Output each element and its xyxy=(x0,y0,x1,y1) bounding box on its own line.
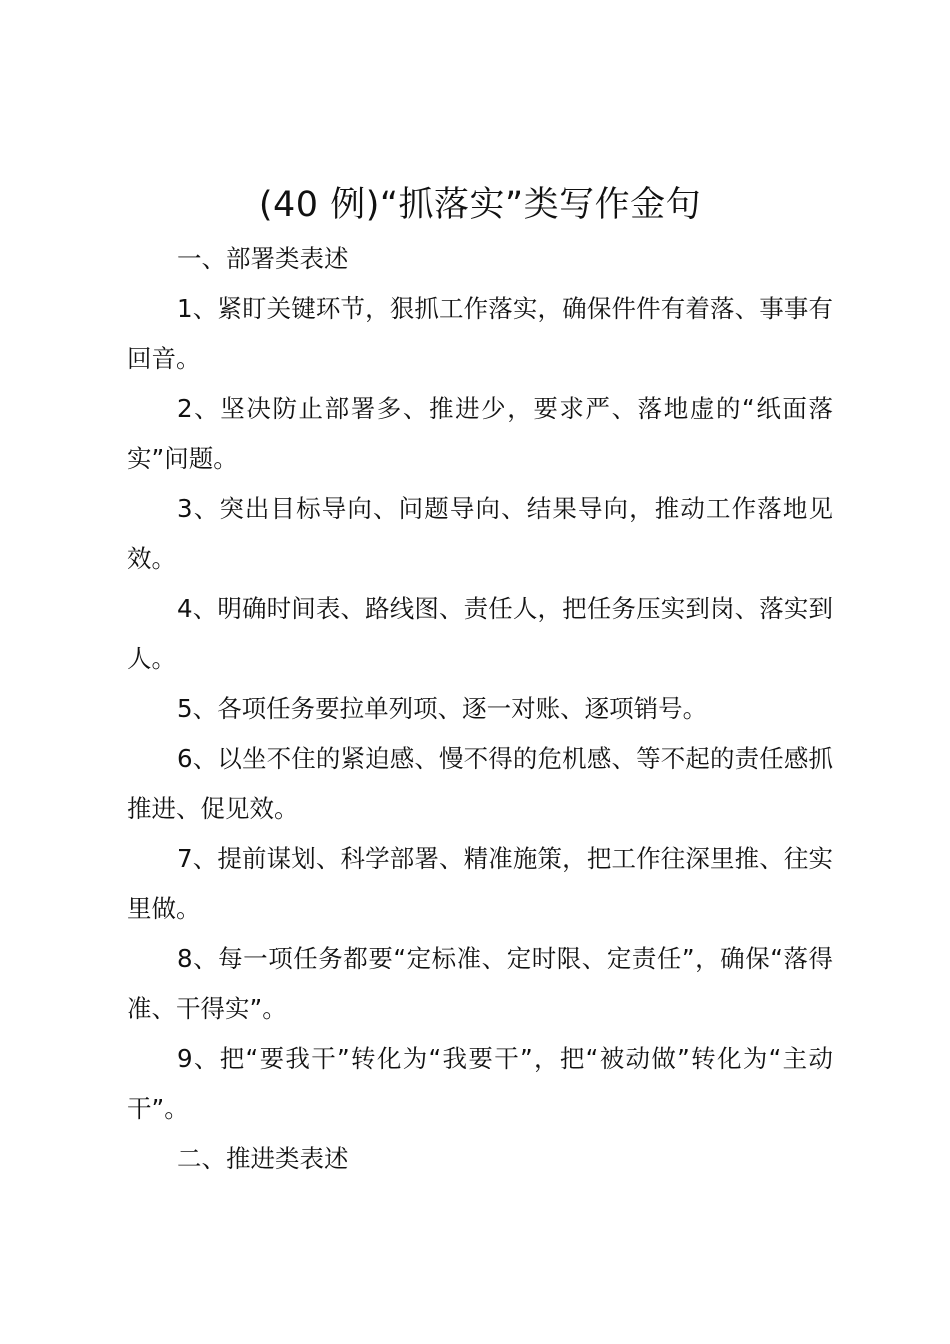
section-heading-advancement: 二、推进类表述 xyxy=(177,1144,349,1173)
document-title: (40 例)“抓落实”类写作金句 xyxy=(258,185,702,225)
list-item: 3、突出目标导向、问题导向、结果导向，推动工作落地见效。 xyxy=(127,494,833,573)
document-page xyxy=(127,176,833,1184)
section-heading-deployment: 一、部署类表述 xyxy=(177,244,349,273)
list-item: 6、以坐不住的紧迫感、慢不得的危机感、等不起的责任感抓推进、促见效。 xyxy=(127,744,833,823)
list-item: 8、每一项任务都要“定标准、定时限、定责任”，确保“落得准、干得实”。 xyxy=(127,944,833,1023)
list-item: 5、各项任务要拉单列项、逐一对账、逐项销号。 xyxy=(177,694,708,723)
list-item: 4、明确时间表、路线图、责任人，把任务压实到岗、落实到人。 xyxy=(127,594,833,673)
list-item: 1、紧盯关键环节，狠抓工作落实，确保件件有着落、事事有回音。 xyxy=(127,294,833,373)
list-item: 9、把“要我干”转化为“我要干”，把“被动做”转化为“主动干”。 xyxy=(127,1044,833,1123)
list-item: 2、坚决防止部署多、推进少，要求严、落地虚的“纸面落实”问题。 xyxy=(127,394,833,473)
list-item: 7、提前谋划、科学部署、精准施策，把工作往深里推、往实里做。 xyxy=(127,844,833,923)
